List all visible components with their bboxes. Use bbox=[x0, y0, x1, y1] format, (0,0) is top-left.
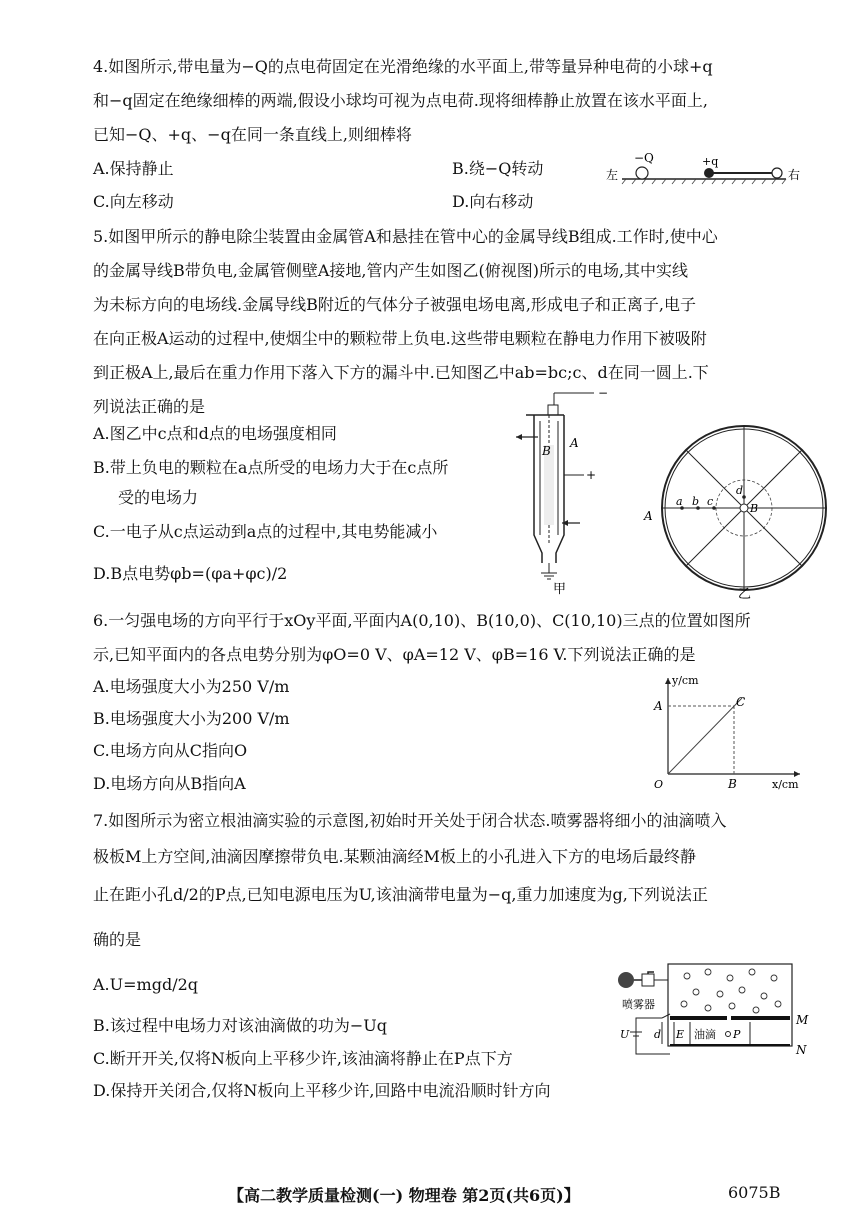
q4-fig-posq-label: +q bbox=[702, 155, 719, 168]
q5-option-a: A.图乙中c点和d点的电场强度相同 bbox=[93, 424, 337, 443]
q5-option-c: C.一电子从c点运动到a点的过程中,其电势能减小 bbox=[93, 522, 438, 541]
q5-yi-c: c bbox=[707, 495, 714, 508]
q6-point-C: C bbox=[736, 695, 746, 709]
q5-option-b-1: B.带上负电的颗粒在a点所受的电场力大于在c点所 bbox=[93, 458, 449, 477]
q7-label-P: P bbox=[733, 1028, 741, 1041]
q5-yi-A: A bbox=[644, 509, 653, 523]
q5-jia-B: B bbox=[542, 444, 551, 458]
q4-figure bbox=[604, 148, 804, 188]
q6-line-1: 6.一匀强电场的方向平行于xOy平面,平面内A(0,10)、B(10,0)、C(10,10)三点的位置如图所 bbox=[93, 611, 751, 630]
q7-label-M: M bbox=[796, 1013, 809, 1027]
q4-option-c: C.向左移动 bbox=[93, 192, 174, 211]
q7-line-3: 止在距小孔d/2的P点,已知电源电压为U,该油滴带电量为−q,重力加速度为g,下列说法正 bbox=[93, 885, 708, 904]
q7-label-sprayer: 喷雾器 bbox=[622, 998, 655, 1011]
page-footer-title: 【高二教学质量检测(一) 物理卷 第2页(共6页)】 bbox=[228, 1186, 580, 1205]
q7-sprayer-bulb bbox=[618, 972, 634, 988]
q7-label-d: d bbox=[654, 1028, 662, 1041]
q7-option-b: B.该过程中电场力对该油滴做的功为−Uq bbox=[93, 1016, 387, 1035]
q5-line-3: 为未标方向的电场线.金属导线B附近的气体分子被强电场电离,形成电子和正离子,电子 bbox=[93, 295, 697, 314]
q5-yi-a: a bbox=[676, 495, 683, 508]
q6-option-b: B.电场强度大小为200 V/m bbox=[93, 709, 290, 728]
q4-negq-ball bbox=[772, 168, 782, 178]
q5-jia-minus: − bbox=[598, 386, 609, 400]
q4-line-2: 和−q固定在绝缘细棒的两端,假设小球均可视为点电荷.现将细棒静止放置在该水平面上, bbox=[93, 91, 708, 110]
q7-figure bbox=[612, 958, 812, 1068]
q6-origin-label: O bbox=[654, 778, 664, 790]
q5-yi-B: B bbox=[750, 502, 759, 515]
page-footer-code: 6075B bbox=[728, 1183, 781, 1202]
q4-negQ-charge bbox=[636, 167, 648, 179]
q5-jia-A: A bbox=[570, 436, 579, 450]
q5-figure-yi bbox=[640, 420, 840, 602]
q4-line-3: 已知−Q、+q、−q在同一条直线上,则细棒将 bbox=[93, 125, 412, 144]
q5-line-1: 5.如图甲所示的静电除尘装置由金属管A和悬挂在管中心的金属导线B组成.工作时,使中心 bbox=[93, 227, 718, 246]
q7-option-c: C.断开开关,仅将N板向上平移少许,该油滴将静止在P点下方 bbox=[93, 1049, 513, 1068]
q6-option-c: C.电场方向从C指向O bbox=[93, 741, 248, 760]
q4-fig-left-label: 左 bbox=[606, 168, 619, 182]
q7-label-E: E bbox=[676, 1028, 685, 1041]
q4-posq-ball bbox=[704, 168, 714, 178]
q4-fig-right-label: 右 bbox=[788, 168, 801, 182]
q7-line-2: 极板M上方空间,油滴因摩擦带负电.某颗油滴经M板上的小孔进入下方的电场后最终静 bbox=[93, 847, 696, 866]
q7-label-U: U bbox=[620, 1028, 630, 1041]
q5-line-6: 列说法正确的是 bbox=[93, 397, 206, 416]
q6-xlabel: x/cm bbox=[772, 778, 799, 790]
q5-line-2: 的金属导线B带负电,金属管侧壁A接地,管内产生如图乙(俯视图)所示的电场,其中实线 bbox=[93, 261, 689, 280]
q4-option-a: A.保持静止 bbox=[93, 159, 174, 178]
q7-option-a: A.U=mgd/2q bbox=[93, 975, 198, 994]
q5-option-d: D.B点电势φb=(φa+φc)/2 bbox=[93, 564, 288, 583]
q5-line-5: 到正极A上,最后在重力作用下落入下方的漏斗中.已知图乙中ab=bc;c、d在同一圆上.下 bbox=[93, 363, 709, 382]
q5-jia-plus: + bbox=[586, 468, 597, 482]
q7-plate-M-right bbox=[731, 1016, 790, 1020]
q6-option-d: D.电场方向从B指向A bbox=[93, 774, 246, 793]
q6-option-a: A.电场强度大小为250 V/m bbox=[93, 677, 290, 696]
q4-line-1: 4.如图所示,带电量为−Q的点电荷固定在光滑绝缘的水平面上,带等量异种电荷的小球+q bbox=[93, 57, 713, 76]
q7-plate-M-left bbox=[670, 1016, 727, 1020]
q7-line-1: 7.如图所示为密立根油滴实验的示意图,初始时开关处于闭合状态.喷雾器将细小的油滴喷入 bbox=[93, 811, 727, 830]
q6-ylabel: y/cm bbox=[672, 674, 699, 687]
q7-plate-N bbox=[670, 1044, 790, 1046]
q6-point-A: A bbox=[654, 699, 663, 713]
q5-yi-caption: 乙 bbox=[738, 587, 752, 602]
q7-label-N: N bbox=[796, 1043, 807, 1057]
q6-point-B: B bbox=[728, 777, 737, 790]
q4-fig-negQ-label: −Q bbox=[634, 151, 654, 165]
q7-line-4: 确的是 bbox=[93, 930, 142, 949]
q6-line-2: 示,已知平面内的各点电势分别为φO=0 V、φA=12 V、φB=16 V.下列说法正确的是 bbox=[93, 645, 696, 664]
q5-yi-d: d bbox=[736, 484, 744, 497]
q7-option-d: D.保持开关闭合,仅将N板向上平移少许,回路中电流沿顺时针方向 bbox=[93, 1081, 551, 1100]
q7-label-oil: 油滴 bbox=[694, 1028, 716, 1041]
q5-yi-b: b bbox=[692, 495, 700, 508]
q5-figure-jia bbox=[508, 385, 620, 595]
q5-line-4: 在向正极A运动的过程中,使烟尘中的颗粒带上负电.这些带电颗粒在静电力作用下被吸附 bbox=[93, 329, 707, 348]
q4-option-d: D.向右移动 bbox=[452, 192, 534, 211]
q6-figure bbox=[650, 670, 810, 790]
q5-option-b-2: 受的电场力 bbox=[118, 488, 199, 507]
q5-jia-caption: 甲 bbox=[553, 582, 567, 595]
q4-option-b: B.绕−Q转动 bbox=[452, 159, 544, 178]
